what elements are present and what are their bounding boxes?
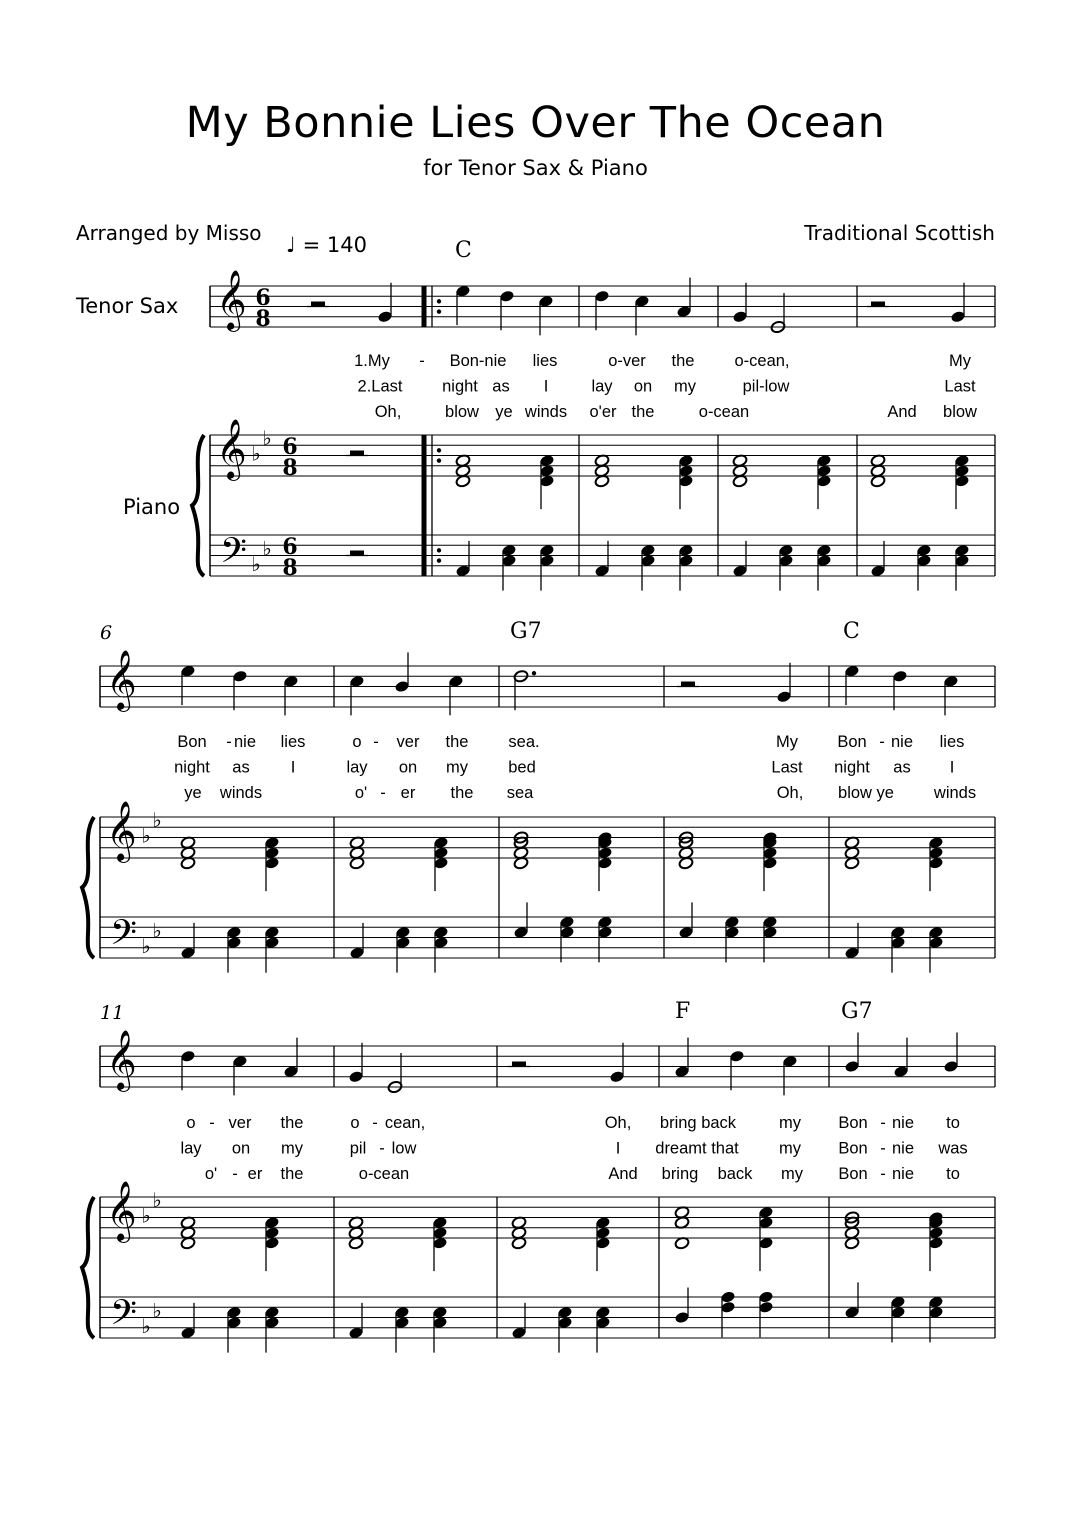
flat-icon: ♭ bbox=[152, 1298, 162, 1323]
lyric-syllable: ver bbox=[396, 733, 420, 751]
flat-icon: ♭ bbox=[141, 1203, 151, 1228]
treble-clef-icon: 𝄞 bbox=[106, 1181, 137, 1241]
lyric-syllable: the bbox=[671, 352, 695, 370]
lyric-syllable: my bbox=[781, 1165, 803, 1183]
lyric-syllable: o bbox=[186, 1114, 196, 1132]
lyric-syllable: to bbox=[946, 1114, 960, 1132]
lyric-syllable: ver bbox=[228, 1114, 252, 1132]
lyric-syllable: blow bbox=[943, 403, 977, 421]
lyric-syllable: Bon bbox=[838, 1165, 868, 1183]
lyric-syllable: lay bbox=[346, 758, 368, 777]
lyric-syllable: - bbox=[232, 1165, 238, 1183]
lyric-syllable: nie bbox=[891, 1165, 915, 1183]
lyric-syllable: night bbox=[174, 758, 210, 777]
lyric-syllable: sea bbox=[506, 784, 534, 802]
lyric-syllable: Bon bbox=[838, 1139, 868, 1158]
lyric-syllable: nie bbox=[233, 733, 257, 751]
lyric-syllable: pil bbox=[349, 1139, 367, 1158]
lyric-syllable: - bbox=[880, 1139, 886, 1158]
lyric-syllable: back bbox=[717, 1165, 753, 1183]
half-rest bbox=[681, 682, 695, 687]
lyric-syllable: on bbox=[398, 758, 418, 777]
lyric-syllable: lay bbox=[180, 1139, 202, 1158]
bass-clef-icon: 𝄢 bbox=[110, 1292, 138, 1341]
lyric-syllable: - bbox=[419, 352, 425, 370]
instrument-label-piano: Piano bbox=[123, 495, 181, 519]
time-signature: 6 bbox=[282, 434, 298, 460]
time-signature: 8 bbox=[282, 555, 298, 581]
half-rest bbox=[350, 451, 364, 456]
chord-symbol: G7 bbox=[510, 619, 542, 644]
lyric-syllable: Oh, bbox=[604, 1114, 632, 1132]
time-signature: 6 bbox=[255, 285, 271, 311]
flat-icon: ♭ bbox=[152, 808, 162, 833]
flat-icon: ♭ bbox=[141, 1313, 151, 1338]
lyric-syllable: I bbox=[543, 377, 549, 396]
piano-brace-icon bbox=[82, 817, 94, 958]
lyric-syllable: as bbox=[232, 758, 250, 777]
lyric-syllable: - bbox=[373, 733, 379, 751]
flat-icon: ♭ bbox=[152, 918, 162, 943]
flat-icon: ♭ bbox=[152, 1188, 162, 1213]
lyric-syllable: o-ver bbox=[608, 352, 646, 370]
treble-clef-icon: 𝄞 bbox=[106, 650, 137, 710]
treble-clef-icon: 𝄞 bbox=[106, 1030, 137, 1090]
lyric-syllable: to bbox=[946, 1165, 960, 1183]
lyric-syllable: - bbox=[372, 1114, 378, 1132]
lyric-syllable: winds bbox=[933, 784, 977, 802]
repeat-dot bbox=[437, 458, 441, 462]
lyric-syllable: er bbox=[247, 1165, 263, 1183]
repeat-dot bbox=[437, 299, 441, 303]
repeat-dot bbox=[437, 448, 441, 452]
measure-number: 11 bbox=[100, 1002, 125, 1024]
flat-icon: ♭ bbox=[262, 426, 272, 451]
lyric-syllable: Bon-nie bbox=[449, 352, 507, 370]
lyric-syllable: - bbox=[380, 784, 386, 802]
lyric-syllable: And bbox=[887, 403, 917, 421]
lyric-syllable: blow ye bbox=[838, 784, 894, 802]
half-rest bbox=[871, 302, 885, 307]
half-rest bbox=[311, 302, 325, 307]
lyric-syllable: blow bbox=[445, 403, 479, 421]
piece-title: My Bonnie Lies Over The Ocean bbox=[185, 98, 886, 148]
lyric-syllable: Oh, bbox=[374, 403, 402, 421]
lyric-syllable: on bbox=[231, 1139, 251, 1158]
time-signature: 8 bbox=[255, 306, 271, 332]
lyric-syllable: my bbox=[674, 377, 696, 396]
lyric-syllable: 2.Last bbox=[357, 377, 403, 396]
lyric-syllable: My bbox=[776, 733, 798, 751]
lyric-syllable: er bbox=[400, 784, 416, 802]
lyric-syllable: I bbox=[615, 1139, 621, 1158]
lyric-syllable: - bbox=[226, 733, 232, 751]
flat-icon: ♭ bbox=[141, 823, 151, 848]
lyric-syllable: the bbox=[280, 1114, 304, 1132]
instrument-label-sax: Tenor Sax bbox=[76, 294, 179, 318]
lyric-syllable: ye bbox=[495, 403, 513, 421]
repeat-dot bbox=[437, 548, 441, 552]
bass-clef-icon: 𝄢 bbox=[110, 912, 138, 961]
composer-credit: Traditional Scottish bbox=[804, 221, 995, 245]
lyric-syllable: low bbox=[391, 1139, 417, 1158]
lyric-syllable: pil-low bbox=[742, 377, 790, 396]
chord-symbol: C bbox=[843, 619, 860, 644]
lyric-syllable: And bbox=[608, 1165, 638, 1183]
lyric-syllable: the bbox=[445, 733, 469, 751]
arranger-credit: Arranged by Misso bbox=[76, 221, 262, 245]
lyric-syllable: Oh, bbox=[776, 784, 804, 802]
tempo-value: = 140 bbox=[302, 233, 367, 257]
lyric-syllable: as bbox=[492, 377, 510, 396]
chord-symbol: G7 bbox=[841, 999, 873, 1024]
repeat-dot bbox=[437, 558, 441, 562]
lyric-syllable: sea. bbox=[508, 733, 540, 751]
lyric-syllable: - bbox=[379, 1139, 385, 1158]
lyric-syllable: lay bbox=[591, 377, 613, 396]
lyric-syllable: I bbox=[949, 758, 955, 777]
bass-clef-icon: 𝄢 bbox=[220, 530, 248, 579]
lyric-syllable: nie bbox=[891, 1114, 915, 1132]
lyric-syllable: o-cean bbox=[698, 403, 750, 421]
lyric-syllable: winds bbox=[219, 784, 263, 802]
lyric-syllable: the bbox=[280, 1165, 304, 1183]
lyric-syllable: Bon bbox=[837, 733, 867, 751]
lyric-syllable: o bbox=[350, 1114, 360, 1132]
lyric-syllable: nie bbox=[890, 733, 914, 751]
lyric-syllable: my bbox=[446, 758, 468, 777]
augmentation-dot bbox=[532, 671, 536, 675]
lyric-syllable: - bbox=[209, 1114, 215, 1132]
lyric-syllable: winds bbox=[524, 403, 568, 421]
lyric-syllable: - bbox=[880, 1114, 886, 1132]
flat-icon: ♭ bbox=[141, 933, 151, 958]
lyric-syllable: lies bbox=[939, 733, 965, 751]
piano-brace-icon bbox=[192, 435, 204, 576]
lyric-syllable: - bbox=[880, 1165, 886, 1183]
lyric-syllable: ye bbox=[184, 784, 202, 802]
lyric-syllable: was bbox=[938, 1139, 968, 1158]
lyric-syllable: o-cean, bbox=[734, 352, 790, 370]
half-rest bbox=[350, 551, 364, 556]
lyric-syllable: night bbox=[442, 377, 478, 396]
lyric-syllable: o' bbox=[204, 1165, 218, 1183]
treble-clef-icon: 𝄞 bbox=[216, 270, 247, 330]
lyric-syllable: my bbox=[779, 1139, 801, 1158]
flat-icon: ♭ bbox=[262, 536, 272, 561]
lyric-syllable: as bbox=[893, 758, 911, 777]
lyric-syllable: Bon bbox=[838, 1114, 868, 1132]
lyric-syllable: Last bbox=[771, 758, 803, 777]
lyric-syllable: on bbox=[633, 377, 653, 396]
lyric-syllable: o-cean bbox=[358, 1165, 410, 1183]
lyric-syllable: cean, bbox=[384, 1114, 426, 1132]
half-rest bbox=[512, 1062, 526, 1067]
lyric-syllable: Last bbox=[944, 377, 976, 396]
flat-icon: ♭ bbox=[251, 551, 261, 576]
lyric-syllable: lies bbox=[532, 352, 558, 370]
lyric-syllable: o bbox=[352, 733, 362, 751]
lyric-syllable: bring bbox=[661, 1165, 699, 1183]
lyric-syllable: night bbox=[834, 758, 870, 777]
lyric-syllable: lies bbox=[280, 733, 306, 751]
lyric-syllable: the bbox=[450, 784, 474, 802]
lyric-syllable: o' bbox=[354, 784, 368, 802]
lyric-syllable: bed bbox=[508, 758, 536, 777]
quarter-note-icon: ♩ bbox=[286, 233, 296, 257]
flat-icon: ♭ bbox=[251, 441, 261, 466]
lyric-syllable: 1.My bbox=[354, 352, 390, 370]
piano-brace-icon bbox=[82, 1197, 94, 1338]
treble-clef-icon: 𝄞 bbox=[106, 801, 137, 861]
repeat-dot bbox=[437, 309, 441, 313]
measure-number: 6 bbox=[100, 622, 113, 644]
chord-symbol: F bbox=[675, 999, 691, 1024]
time-signature: 6 bbox=[282, 534, 298, 560]
lyric-syllable: My bbox=[949, 352, 971, 370]
chord-symbol: C bbox=[455, 238, 472, 263]
lyric-syllable: - bbox=[879, 733, 885, 751]
treble-clef-icon: 𝄞 bbox=[216, 419, 247, 479]
lyric-syllable: o'er bbox=[589, 403, 617, 421]
lyric-syllable: dreamt that bbox=[655, 1139, 739, 1158]
piece-subtitle: for Tenor Sax & Piano bbox=[423, 156, 648, 180]
lyric-syllable: my bbox=[281, 1139, 303, 1158]
time-signature: 8 bbox=[282, 455, 298, 481]
lyric-syllable: Bon bbox=[177, 733, 207, 751]
lyric-syllable: my bbox=[779, 1114, 801, 1132]
lyric-syllable: I bbox=[290, 758, 296, 777]
lyric-syllable: the bbox=[631, 403, 655, 421]
lyric-syllable: nie bbox=[891, 1139, 915, 1158]
lyric-syllable: bring back bbox=[659, 1114, 737, 1132]
